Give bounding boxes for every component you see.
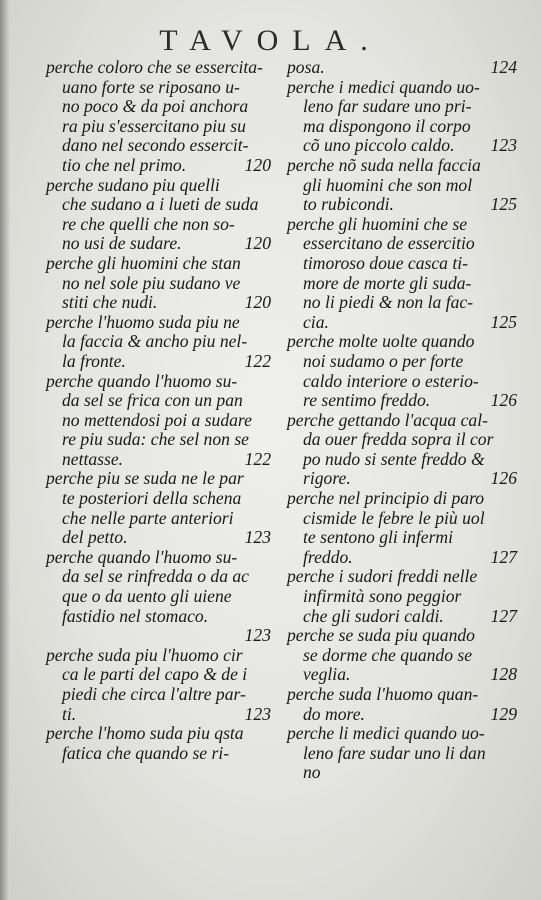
entry-line: perche nel principio di paro (287, 488, 485, 509)
entry-line: re piu suda: che sel non se (62, 429, 249, 450)
entry-line: la faccia & ancho piu nel- (62, 331, 248, 352)
entry-line: perche sudano piu quelli (46, 174, 220, 195)
entry-line: no mettendosi poi a sudare (62, 409, 252, 430)
entry-line: perche molte uolte quando (287, 331, 475, 352)
entry-line: noi sudamo o per forte (303, 350, 464, 371)
page-number: 120 (244, 154, 271, 175)
page-number: 123 (244, 527, 271, 548)
index-entry (287, 626, 517, 685)
page-title: TAVOLA. (159, 24, 382, 57)
page-number: 127 (490, 546, 517, 567)
entry-line: ti. 123 (62, 703, 271, 724)
index-entry (287, 156, 517, 215)
entry-line: da sel se frica con un pan (62, 390, 243, 411)
entry-line: perche i sudori freddi nelle (287, 566, 478, 587)
entry-line: da ouer fredda sopra il cor (303, 429, 494, 450)
page-number: 123 (244, 625, 271, 646)
entry-line: veglia. 128 (303, 664, 517, 685)
page-number: 124 (490, 57, 517, 77)
entry-line: que o da uento gli uiene (62, 586, 232, 607)
index-entry (46, 646, 271, 724)
index-entry (287, 78, 517, 156)
entry-line: perche li medici quando uo- (287, 723, 485, 744)
entry-line: no poco & da poi anchora (62, 96, 249, 117)
entry-line (46, 626, 271, 646)
index-entry (287, 411, 517, 489)
left-column (46, 58, 271, 763)
index-entry (46, 724, 271, 763)
index-entry (46, 254, 271, 313)
entry-line: che nelle parte anteriori (62, 507, 234, 528)
page-number: 126 (490, 390, 517, 411)
entry-line: te sentono gli infermi (303, 527, 454, 548)
page-number: 125 (490, 194, 517, 215)
right-column (287, 58, 517, 783)
entry-line: perche quando l'huomo su- (46, 546, 238, 567)
index-entry (287, 332, 517, 410)
entry-line: nettasse. 122 (62, 448, 271, 469)
entry-line: te posteriori della schena (62, 488, 242, 509)
entry-line: cia. 125 (303, 311, 517, 332)
entry-line: cõ uno piccolo caldo. 123 (303, 135, 517, 156)
entry-line: perche quando l'huomo su- (46, 370, 238, 391)
entry-line: la fronte. 122 (62, 350, 271, 371)
entry-line: perche gli huomini che se (287, 213, 468, 234)
index-entry (46, 469, 271, 547)
index-entry (46, 58, 271, 176)
entry-line: timoroso doue casca ti- (303, 252, 469, 273)
entry-line: perche i medici quando uo- (287, 76, 480, 97)
entry-line: perche l'huomo suda piu ne (46, 311, 240, 332)
entry-line: perche gettando l'acqua cal- (287, 409, 488, 430)
index-entry (287, 58, 517, 78)
entry-line: perche piu se suda ne le par (46, 468, 244, 489)
entry-line: fatica che quando se ri- (62, 742, 230, 763)
index-entry (287, 685, 517, 724)
entry-line: po nudo si sente freddo & (303, 448, 485, 469)
page-gutter-shadow (0, 0, 10, 900)
page-number: 120 (244, 292, 271, 313)
entry-line: infirmità sono peggior (303, 586, 462, 607)
entry-line: essercitano de essercitio (303, 233, 475, 254)
index-entry (46, 313, 271, 372)
entry-line: gli huomini che son mol (303, 174, 473, 195)
entry-line: perche gli huomini che stan (46, 252, 241, 273)
entry-line: ca le parti del capo & de i (62, 664, 248, 685)
entry-line: re che quelli che non so- (62, 213, 235, 234)
entry-line: leno far sudare uno pri- (303, 96, 472, 117)
entry-line: no usi de sudare. 120 (62, 233, 271, 254)
entry-line: piedi che circa l'altre par- (62, 684, 246, 704)
page-number: 128 (490, 664, 517, 685)
entry-line: ra piu s'essercitano piu su (62, 115, 246, 136)
entry-line: no nel sole piu sudano ve (62, 272, 241, 293)
page-number: 120 (244, 233, 271, 254)
entry-line: perche suda l'huomo quan- (287, 684, 479, 704)
page-number: 122 (244, 448, 271, 469)
index-entry (287, 567, 517, 626)
entry-line: perche se suda piu quando (287, 625, 475, 646)
entry-line: stiti che nudi. 120 (62, 292, 271, 313)
page-number: 127 (490, 605, 517, 626)
entry-line: do more. 129 (303, 703, 517, 724)
page-number: 123 (490, 135, 517, 156)
entry-line: da sel se rinfredda o da ac (62, 566, 249, 587)
entry-line: ma dispongono il corpo (303, 115, 471, 136)
entry-line: perche nõ suda nella faccia (287, 154, 481, 175)
entry-line: to rubicondi. 125 (303, 194, 517, 215)
entry-line: perche l'homo suda piu qsta (46, 723, 244, 744)
entry-line: freddo. 127 (303, 546, 517, 567)
entry-line: posa. 124 (287, 57, 517, 77)
page-number: 123 (244, 703, 271, 724)
entry-line: leno fare sudar uno li dan (303, 742, 486, 763)
index-entry (46, 372, 271, 470)
entry-line: cismide le febre le più uol (303, 507, 485, 528)
entry-line: caldo interiore o esterio- (303, 370, 479, 391)
entry-line: more de morte gli suda- (303, 272, 472, 293)
index-entry (46, 176, 271, 254)
entry-line: uano forte se riposano u- (62, 76, 240, 97)
entry-line: del petto. 123 (62, 527, 271, 548)
page-number: 129 (490, 703, 517, 724)
entry-line: se dorme che quando se (303, 644, 473, 665)
entry-line: re sentimo freddo. 126 (303, 390, 517, 411)
entry-line: no li piedi & non la fac- (303, 292, 474, 313)
page-number: 126 (490, 468, 517, 489)
entry-line: no (303, 762, 321, 783)
index-entry (287, 724, 517, 783)
index-entry (287, 489, 517, 567)
index-entry (46, 548, 271, 646)
page-number: 122 (244, 350, 271, 371)
page-number: 125 (490, 311, 517, 332)
entry-line: dano nel secondo essercit- (62, 135, 249, 156)
entry-line: che gli sudori caldi. 127 (303, 605, 517, 626)
index-entry (287, 215, 517, 333)
entry-line: tio che nel primo. 120 (62, 154, 271, 175)
entry-line: perche suda piu l'huomo cir (46, 644, 243, 665)
entry-line: che sudano a i lueti de suda (62, 194, 259, 215)
entry-line: perche coloro che se essercita- (46, 57, 263, 77)
entry-line: fastidio nel stomaco. (62, 605, 209, 626)
entry-line: rigore. 126 (303, 468, 517, 489)
